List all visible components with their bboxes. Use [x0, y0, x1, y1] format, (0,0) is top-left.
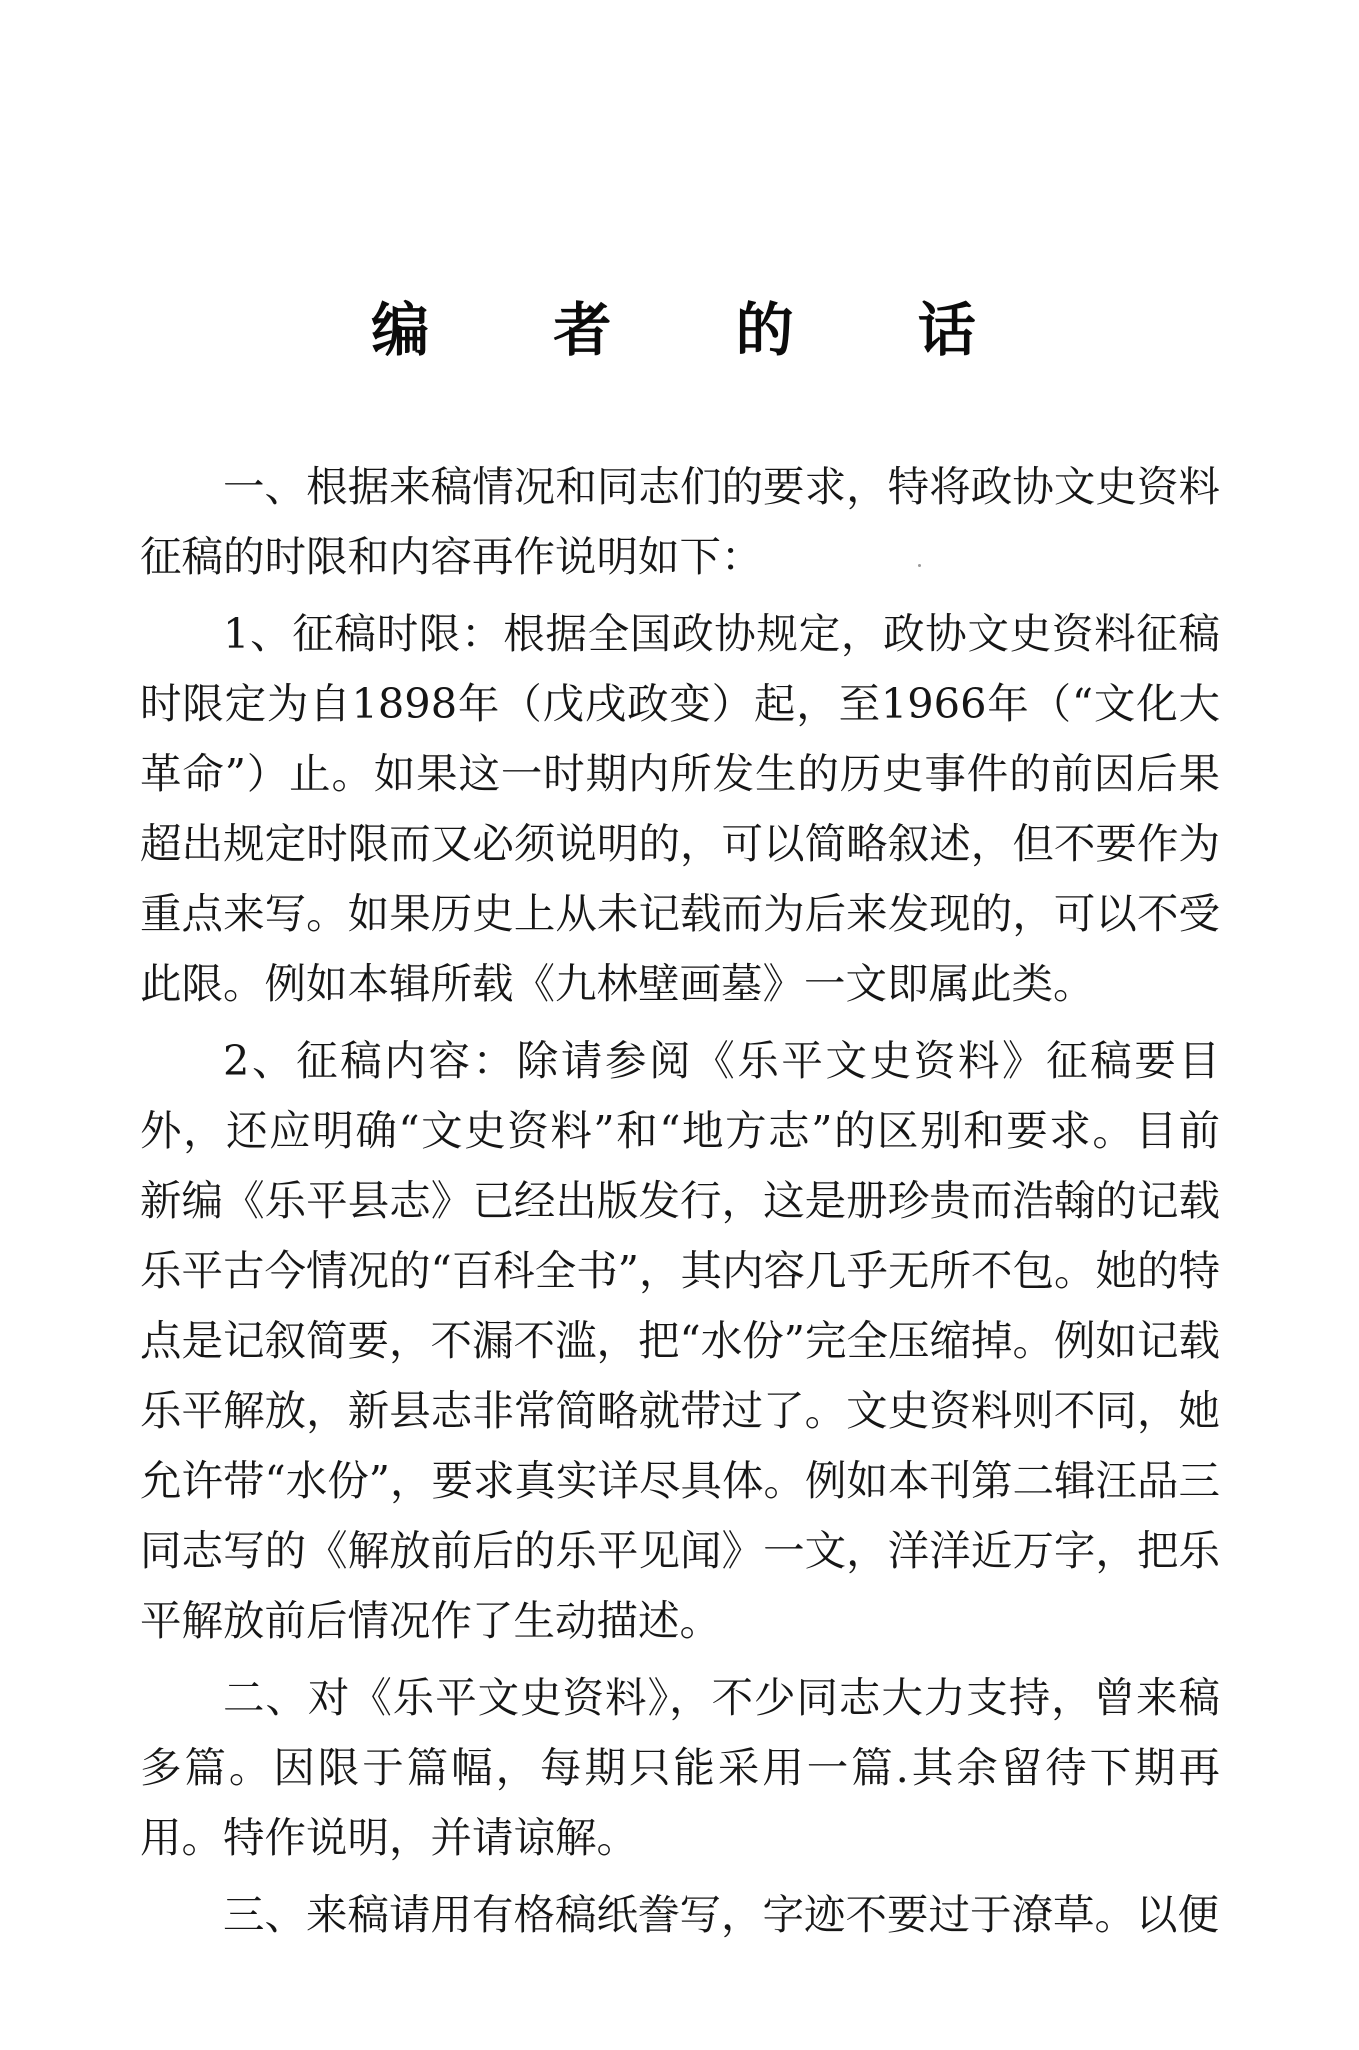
paragraph-format: 三、来稿请用有格稿纸誊写，字迹不要过于潦草。以便: [223, 1890, 1220, 1939]
paragraph-intro: 一、根据来稿情况和同志们的要求，特将政协文史资料征稿的时限和内容再作说明如下：: [140, 462, 1220, 581]
scan-speck: [918, 564, 921, 567]
page-title: 编 者 的 话: [371, 295, 1028, 364]
paragraph-submissions: 二、对《乐平文史资料》，不少同志大力支持，曾来稿多篇。因限于篇幅，每期只能采用一篇.其余留待下期再用。特作说明，并请谅解。: [140, 1673, 1220, 1862]
paragraph-content: 2、征稿内容：除请参阅《乐平文史资料》征稿要目外，还应明确“文史资料”和“地方志”的区别和要求。目前新编《乐平县志》已经出版发行，这是册珍贵而浩翰的记载乐平古今情况的“百科全书”，其内容几乎无所不包。她的特点是记叙简要，不漏不滥，把“水份”完全压缩掉。例如记载乐平解放，新县志非常简略就带过了。文史资料则不同，她允许带“水份”，要求真实详尽具体。例如本刊第二辑汪品三同志写的《解放前后的乐平见闻》一文，洋洋近万字，把乐平解放前后情况作了生动描述。: [140, 1036, 1220, 1645]
paragraph-time-limit: 1、征稿时限：根据全国政协规定，政协文史资料征稿时限定为自1898年（戊戌政变）起，至1966年（“文化大革命”）止。如果这一时期内所发生的历史事件的前因后果超出规定时限而又必须说明的，可以简略叙述，但不要作为重点来写。如果历史上从未记载而为后来发现的，可以不受此限。例如本辑所载《九林壁画墓》一文即属此类。: [140, 609, 1220, 1008]
body-text: [140, 452, 1220, 1957]
